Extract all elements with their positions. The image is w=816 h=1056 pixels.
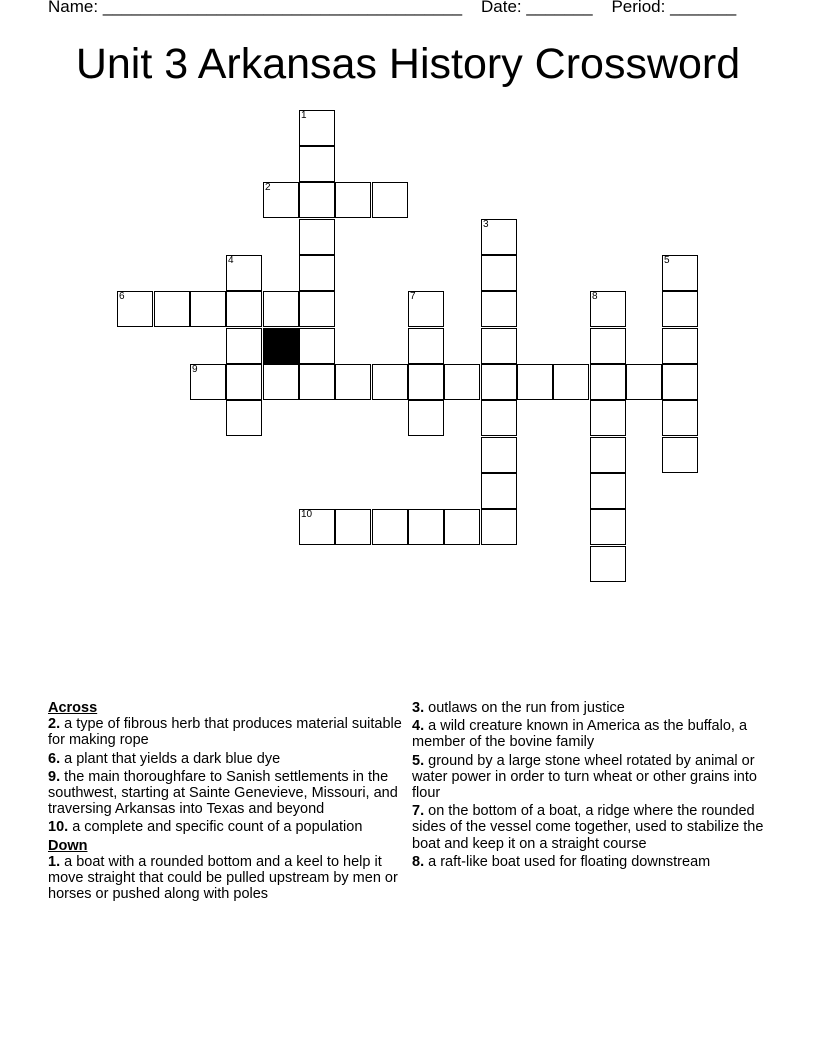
grid-cell[interactable] [662,291,698,327]
grid-cell[interactable] [662,255,698,291]
grid-cell[interactable] [299,219,335,255]
clue-text: the main thoroughfare to Sanish settlements in the southwest, starting at Sainte Genevieve, Missouri, and traversing Arkansas into Texas and beyond [48,768,398,818]
grid-cell[interactable] [190,291,226,327]
clue-down-4 [412,718,770,750]
clue-number-2: 2 [265,182,271,193]
clue-number-5: 5 [664,255,670,266]
grid-cell[interactable] [335,364,371,400]
clues-left-column [48,700,406,904]
grid-cell[interactable] [590,291,626,327]
grid-cell[interactable] [590,473,626,509]
clue-down-8 [412,854,770,870]
grid-cell[interactable] [444,509,480,545]
grid-cell[interactable] [335,509,371,545]
clue-text: a boat with a rounded bottom and a keel to help it move straight that could be pulled upstream by men or horses or pushed along with poles [48,853,398,903]
grid-cell[interactable] [590,400,626,436]
clue-text: a type of fibrous herb that produces material suitable for making rope [48,716,402,749]
grid-cell[interactable] [481,400,517,436]
down-heading: Down [48,837,88,854]
clue-number: 8. [412,853,425,870]
clues-right-column [412,700,770,872]
grid-cell[interactable] [226,364,262,400]
across-heading: Across [48,700,98,716]
grid-cell[interactable] [299,255,335,291]
clue-number: 5. [412,752,425,769]
grid-cell[interactable] [590,328,626,364]
grid-cell[interactable] [299,509,335,545]
grid-cell[interactable] [299,146,335,182]
clue-text: a plant that yields a dark blue dye [64,750,281,767]
clue-number-8: 8 [592,291,598,302]
grid-cell[interactable] [299,328,335,364]
grid-cell[interactable] [408,291,444,327]
date-label: Date: [481,0,522,16]
clue-across-9 [48,769,406,818]
clue-number-1: 1 [301,110,307,121]
grid-cell[interactable] [154,291,190,327]
clue-text: ground by a large stone wheel rotated by animal or water power in order to turn wheat or other grains into flour [412,752,757,802]
clue-number-9: 9 [192,364,198,375]
clue-text: on the bottom of a boat, a ridge where the rounded sides of the vessel come together, used to stabilize the boat and keep it on a straight course [412,803,764,852]
grid-cell[interactable] [590,546,626,582]
grid-cell[interactable] [408,328,444,364]
clue-number: 7. [412,803,425,820]
grid-cell[interactable] [590,437,626,473]
grid-cell[interactable] [226,400,262,436]
grid-cell[interactable] [335,182,371,218]
name-label: Name: [48,0,99,16]
clue-text: a wild creature known in America as the buffalo, a member of the bovine family [412,718,748,751]
grid-cell[interactable] [299,110,335,146]
black-square [263,328,299,364]
clue-text: a raft-like boat used for floating downstream [428,853,711,870]
grid-cell[interactable] [226,255,262,291]
grid-cell[interactable] [626,364,662,400]
grid-cell[interactable] [263,364,299,400]
grid-cell[interactable] [481,473,517,509]
clue-across-2 [48,716,406,748]
clue-down-3 [412,700,770,716]
clue-across-6 [48,751,406,767]
grid-cell[interactable] [190,364,226,400]
grid-cell[interactable] [444,364,480,400]
grid-cell[interactable] [226,291,262,327]
grid-cell[interactable] [481,364,517,400]
clue-down-5 [412,753,770,802]
grid-cell[interactable] [299,182,335,218]
date-blank[interactable]: _______ [526,0,593,16]
grid-cell[interactable] [408,364,444,400]
clue-number-3: 3 [483,219,489,230]
grid-cell[interactable] [372,509,408,545]
clue-number-10: 10 [301,509,313,520]
grid-cell[interactable] [408,509,444,545]
clue-across-10 [48,819,406,835]
grid-cell[interactable] [372,364,408,400]
grid-cell[interactable] [372,182,408,218]
grid-cell[interactable] [263,291,299,327]
name-blank[interactable]: ______________________________________ [102,0,463,16]
grid-cell[interactable] [299,364,335,400]
clue-number: 2. [48,716,61,733]
grid-cell[interactable] [263,182,299,218]
grid-cell[interactable] [481,255,517,291]
grid-cell[interactable] [662,400,698,436]
grid-cell[interactable] [662,437,698,473]
clue-number: 6. [48,750,61,767]
clue-down-7 [412,803,770,852]
grid-cell[interactable] [662,364,698,400]
clue-down-1 [48,854,406,903]
grid-cell[interactable] [117,291,153,327]
grid-cell[interactable] [662,328,698,364]
grid-cell[interactable] [226,328,262,364]
grid-cell[interactable] [481,328,517,364]
period-label: Period: [611,0,666,16]
clue-number: 1. [48,853,61,870]
grid-cell[interactable] [408,400,444,436]
grid-cell[interactable] [299,291,335,327]
grid-cell[interactable] [590,364,626,400]
grid-cell[interactable] [590,509,626,545]
clue-number: 10. [48,819,69,836]
page-title: Unit 3 Arkansas History Crossword [75,40,741,88]
grid-cell[interactable] [481,437,517,473]
clue-number-4: 4 [228,255,234,266]
clue-text: a complete and specific count of a population [72,819,363,836]
clue-number: 4. [412,718,425,735]
clue-number-7: 7 [410,291,416,302]
clue-number-6: 6 [119,291,125,302]
clue-text: outlaws on the run from justice [428,700,625,716]
grid-cell[interactable] [481,509,517,545]
clue-number: 9. [48,768,61,785]
grid-cell[interactable] [553,364,589,400]
grid-cell[interactable] [481,219,517,255]
grid-cell[interactable] [517,364,553,400]
grid-cell[interactable] [481,291,517,327]
period-blank[interactable]: _______ [670,0,737,16]
clue-number: 3. [412,700,425,716]
